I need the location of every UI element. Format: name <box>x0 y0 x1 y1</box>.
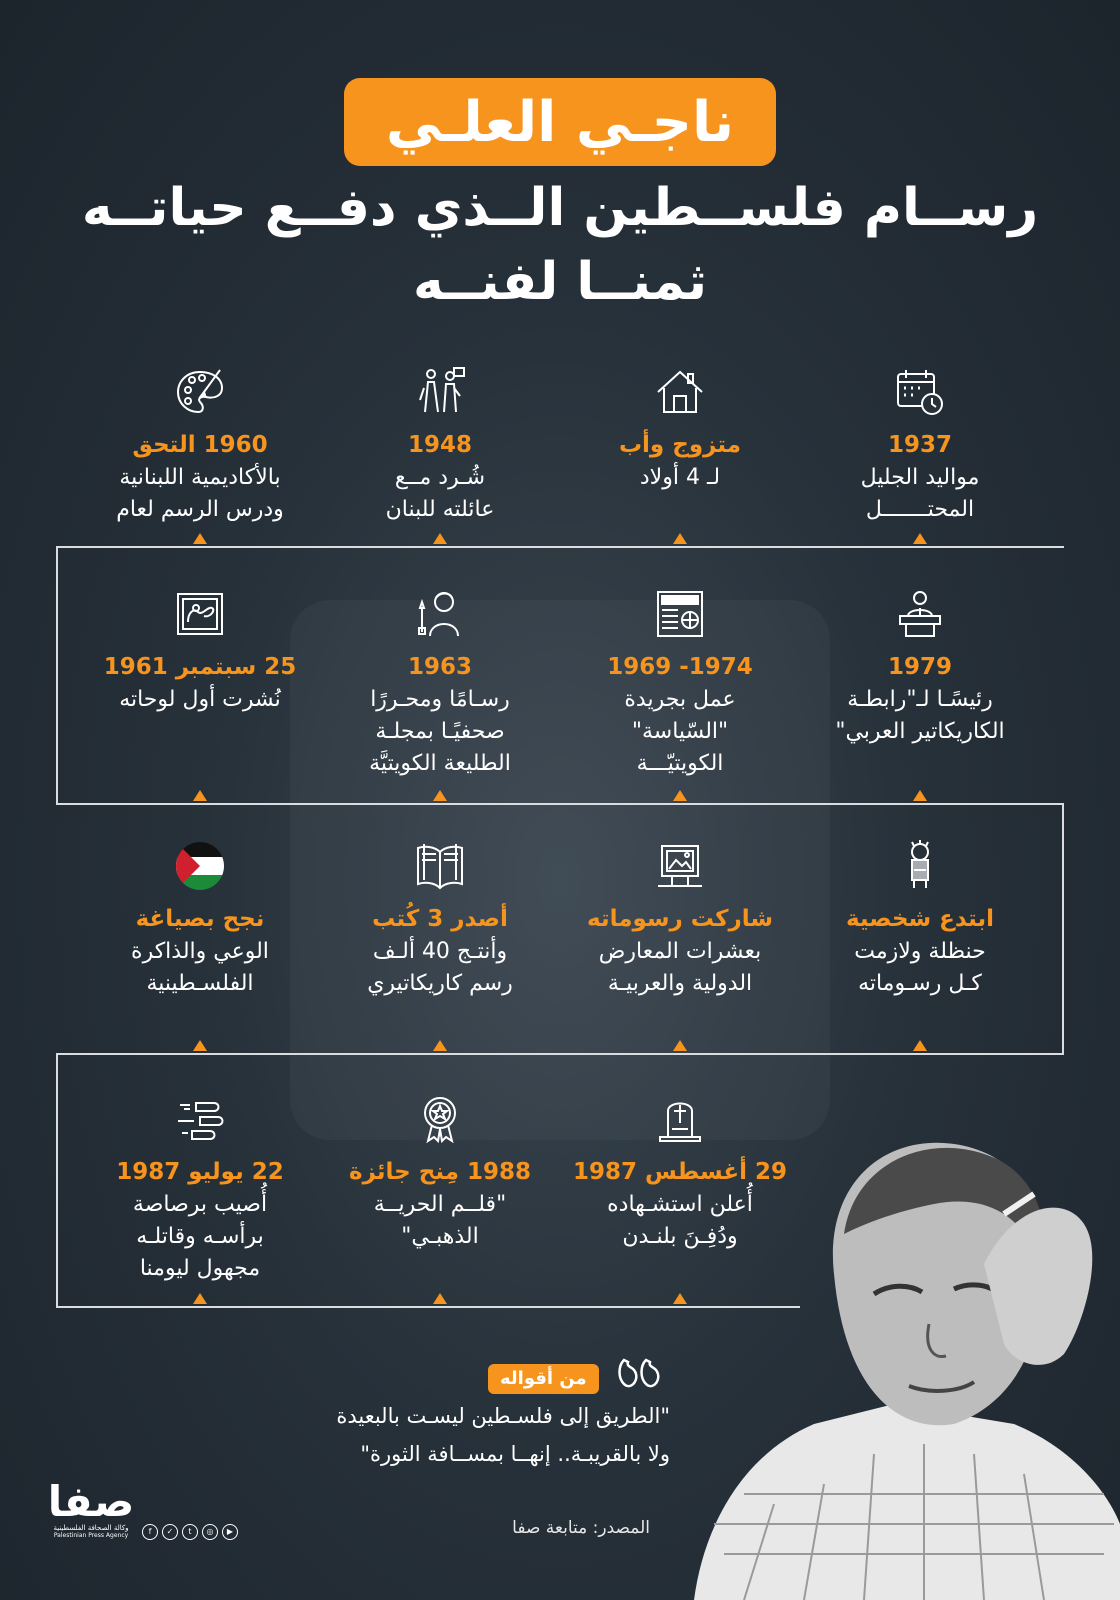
award-medal-icon <box>320 1093 560 1149</box>
item-head: 25 سبتمبر 1961 <box>103 654 297 680</box>
telegram-icon[interactable]: ✓ <box>162 1524 178 1540</box>
item-body: أُصيب برصاصة برأسـه وقاتلـه مجهول ليومنا <box>132 1192 268 1281</box>
timeline-line <box>56 546 1064 548</box>
palette-icon <box>80 366 320 422</box>
social-links <box>142 1524 238 1540</box>
timeline-item-1948 <box>320 366 560 526</box>
item-head: ابتدع شخصية <box>845 906 995 932</box>
calendar-clock-icon <box>800 366 1040 422</box>
item-body: "قلــم الحريــة الذهبـي" <box>373 1192 507 1249</box>
timeline-item-jul-1987 <box>80 1093 320 1285</box>
logo-arabic-text: وكالة الصحافة الفلسطينية <box>53 1524 129 1532</box>
handala-icon <box>800 840 1040 896</box>
item-body: عمل بجريدة "السّياسة" الكويتيّـــة <box>624 687 736 776</box>
timeline-item-awareness <box>80 840 320 1000</box>
timeline-marker <box>433 790 447 801</box>
artist-icon <box>320 588 560 644</box>
item-head: 1937 <box>887 432 952 458</box>
refugees-icon <box>320 366 560 422</box>
timeline-item-1960 <box>80 366 320 526</box>
facebook-icon[interactable]: f <box>142 1524 158 1540</box>
timeline-line <box>56 803 1064 805</box>
item-head: 29 أغسطس 1987 <box>573 1159 787 1185</box>
item-head: شاركت رسوماته <box>587 906 773 932</box>
timeline-item-handala <box>800 840 1040 1000</box>
item-body: بعشرات المعارض الدولية والعربيـة <box>598 939 762 996</box>
item-body: نُشرت أول لوحاته <box>119 687 281 712</box>
timeline-item-1963 <box>320 588 560 780</box>
instagram-icon[interactable]: ◎ <box>202 1524 218 1540</box>
timeline-item-exhibitions <box>560 840 800 1000</box>
item-body: أُعلن استشـهاده ودُفِـنَ بلنـدن <box>607 1192 753 1249</box>
quote-line-1: "الطريق إلى فلسـطين ليسـت بالبعيدة <box>336 1404 670 1428</box>
portrait-photo <box>684 1124 1120 1600</box>
quote-badge: من أقواله <box>488 1364 599 1394</box>
agency-logo[interactable] <box>46 1477 136 1550</box>
item-body: بالأكاديمية اللبنانية ودرس الرسم لعام <box>116 465 284 522</box>
item-body: حنظلة ولازمت كـل رسـوماته <box>854 939 986 996</box>
timeline-line <box>1062 803 1064 1053</box>
item-head: 1960 التحق <box>132 432 268 458</box>
logo-mark: صفا <box>47 1477 135 1526</box>
house-icon <box>560 366 800 422</box>
timeline-item-married <box>560 366 800 494</box>
timeline-item-1961 <box>80 588 320 716</box>
timeline-marker <box>433 1293 447 1304</box>
timeline-marker <box>913 1040 927 1051</box>
item-body: الوعي والذاكرة الفلسـطينية <box>131 939 269 996</box>
framed-drawing-icon <box>80 588 320 644</box>
item-head: نجح بصياغة <box>135 906 265 932</box>
item-head: 1974- 1969 <box>607 654 753 680</box>
twitter-icon[interactable]: t <box>182 1524 198 1540</box>
timeline-item-1979 <box>800 588 1040 748</box>
timeline-marker <box>193 790 207 801</box>
item-body: رسـامًا ومحـررًا صحفيًـا بمجلـة الطليعة الكويتيَّة <box>369 687 511 776</box>
timeline-line <box>56 1053 58 1307</box>
timeline-marker <box>673 790 687 801</box>
timeline-marker <box>673 1040 687 1051</box>
timeline-item-1969-1974 <box>560 588 800 780</box>
timeline-marker <box>193 1293 207 1304</box>
quote-line-2: ولا بالقريبـة.. إنهــا بمســافة الثورة" <box>360 1442 670 1466</box>
book-icon <box>320 840 560 896</box>
item-head: متزوج وأب <box>618 432 742 458</box>
item-body: لـ 4 أولاد <box>639 465 721 490</box>
speaker-podium-icon <box>800 588 1040 644</box>
item-head: أصدر 3 كُتب <box>372 906 508 932</box>
item-body: رئيسًـا لـ"رابطـة الكاريكاتير العربي" <box>835 687 1005 744</box>
source-credit: المصدر: متابعة صفا <box>512 1518 650 1538</box>
quote-mark-icon <box>616 1352 666 1402</box>
title-badge <box>344 78 776 166</box>
timeline-marker <box>433 1040 447 1051</box>
palestine-flag-icon <box>80 840 320 896</box>
timeline-item-1988 <box>320 1093 560 1253</box>
timeline-line <box>56 546 58 804</box>
subtitle-line-2: ثمنــا لفنــه <box>412 252 708 312</box>
newspaper-icon <box>560 588 800 644</box>
timeline-marker <box>673 533 687 544</box>
item-body: شُـرد مــع عائلته للبنان <box>385 465 495 522</box>
item-head: 22 يوليو 1987 <box>116 1159 284 1185</box>
bullets-icon <box>80 1093 320 1149</box>
logo-english-text: Palestinian Press Agency <box>53 1532 129 1539</box>
item-head: 1988 مِنح جائزة <box>349 1159 531 1185</box>
timeline-marker <box>433 533 447 544</box>
page-title: ناجـي العلـي <box>385 89 735 155</box>
timeline-marker <box>193 533 207 544</box>
timeline-marker <box>913 533 927 544</box>
item-body: وأنتـج 40 ألـف رسم كاريكاتيري <box>367 939 513 996</box>
timeline-marker <box>913 790 927 801</box>
timeline-line <box>56 1053 1064 1055</box>
item-body: مواليد الجليل المحتـــــــل <box>860 465 980 522</box>
item-head: 1963 <box>407 654 472 680</box>
gallery-frame-icon <box>560 840 800 896</box>
timeline-marker <box>193 1040 207 1051</box>
subtitle-line-1: رســام فلســطين الــذي دفــع حياتــه <box>81 178 1039 238</box>
item-head: 1948 <box>407 432 472 458</box>
timeline-item-books <box>320 840 560 1000</box>
timeline-item-1937 <box>800 366 1040 526</box>
youtube-icon[interactable]: ▶ <box>222 1524 238 1540</box>
item-head: 1979 <box>887 654 952 680</box>
